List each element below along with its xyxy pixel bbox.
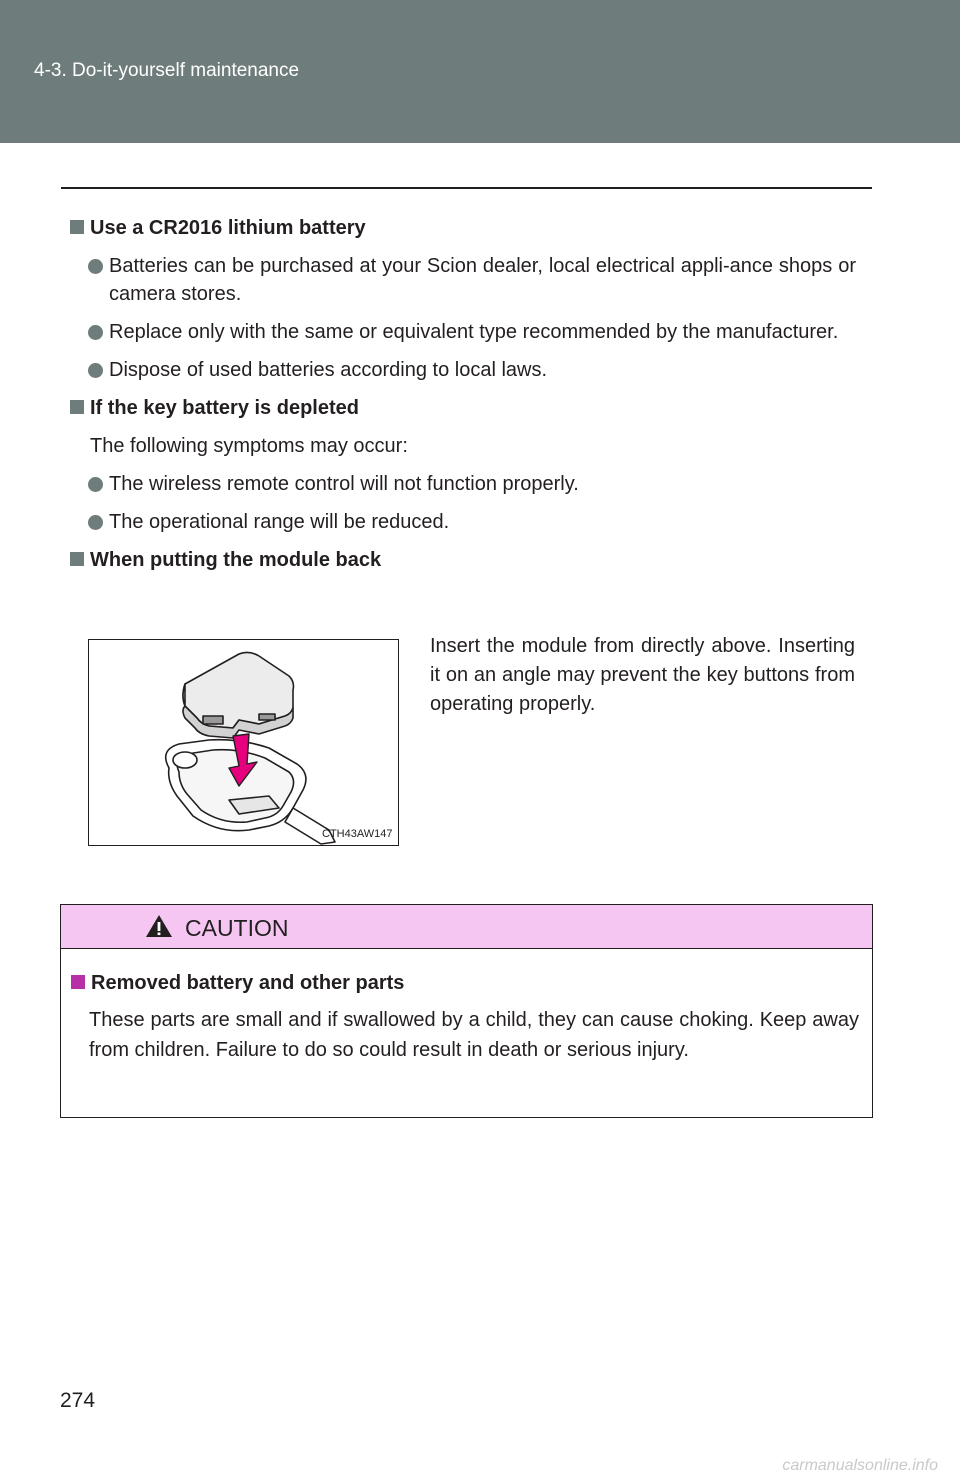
bullet-icon: [88, 325, 103, 340]
list-item: [70, 252, 856, 308]
list-item: [70, 318, 856, 346]
list-item-text: Batteries can be purchased at your Scion dealer, local electrical appli-ance shops or camera stores.: [109, 255, 856, 305]
heading-battery-depleted: [70, 394, 856, 422]
heading-text: Removed battery and other parts: [91, 972, 405, 994]
bullet-icon: [88, 515, 103, 530]
figure-row: [88, 632, 858, 847]
square-marker-icon: [71, 975, 85, 989]
bullet-icon: [88, 477, 103, 492]
list-item: [70, 508, 856, 536]
caution-heading: [71, 969, 859, 997]
caution-header: [61, 905, 872, 949]
list-item-text: The operational range will be reduced.: [109, 511, 450, 533]
main-content: [70, 214, 856, 584]
bullet-icon: [88, 363, 103, 378]
heading-text: Use a CR2016 lithium battery: [90, 217, 366, 239]
square-marker-icon: [70, 552, 84, 566]
caution-box: [60, 904, 873, 1118]
list-item: [70, 356, 856, 384]
heading-text: If the key battery is depleted: [90, 397, 359, 419]
heading-text: When putting the module back: [90, 549, 382, 571]
figure-caption: CTH43AW147: [322, 828, 393, 840]
header-band: [0, 0, 960, 143]
page-number: 274: [60, 1389, 96, 1412]
list-item-text: Dispose of used batteries according to local laws.: [109, 359, 548, 381]
list-item-text: The wireless remote control will not function properly.: [109, 473, 579, 495]
watermark: carmanualsonline.info: [782, 1457, 938, 1474]
section-title: 4-3. Do-it-yourself maintenance: [34, 60, 300, 81]
top-divider: [61, 187, 872, 189]
bullet-icon: [88, 259, 103, 274]
figure-description: Insert the module from directly above. Inserting it on an angle may prevent the key buttons from operating properly.: [430, 635, 855, 715]
square-marker-icon: [70, 220, 84, 234]
square-marker-icon: [70, 400, 84, 414]
key-module-illustration: [88, 639, 399, 846]
heading-battery-type: [70, 214, 856, 242]
caution-title: CAUTION: [185, 915, 289, 941]
heading-module-back: [70, 546, 856, 574]
symptoms-intro: The following symptoms may occur:: [90, 435, 408, 457]
list-item: [70, 470, 856, 498]
caution-body: [71, 969, 859, 1065]
warning-triangle-icon: [145, 913, 173, 939]
list-item-text: Replace only with the same or equivalent type recommended by the manufacturer.: [109, 321, 839, 343]
caution-text: These parts are small and if swallowed by a child, they can cause choking. Keep away from children. Failure to do so could result in death or serious injury.: [89, 1009, 859, 1061]
key-module-drawing: [89, 640, 398, 845]
